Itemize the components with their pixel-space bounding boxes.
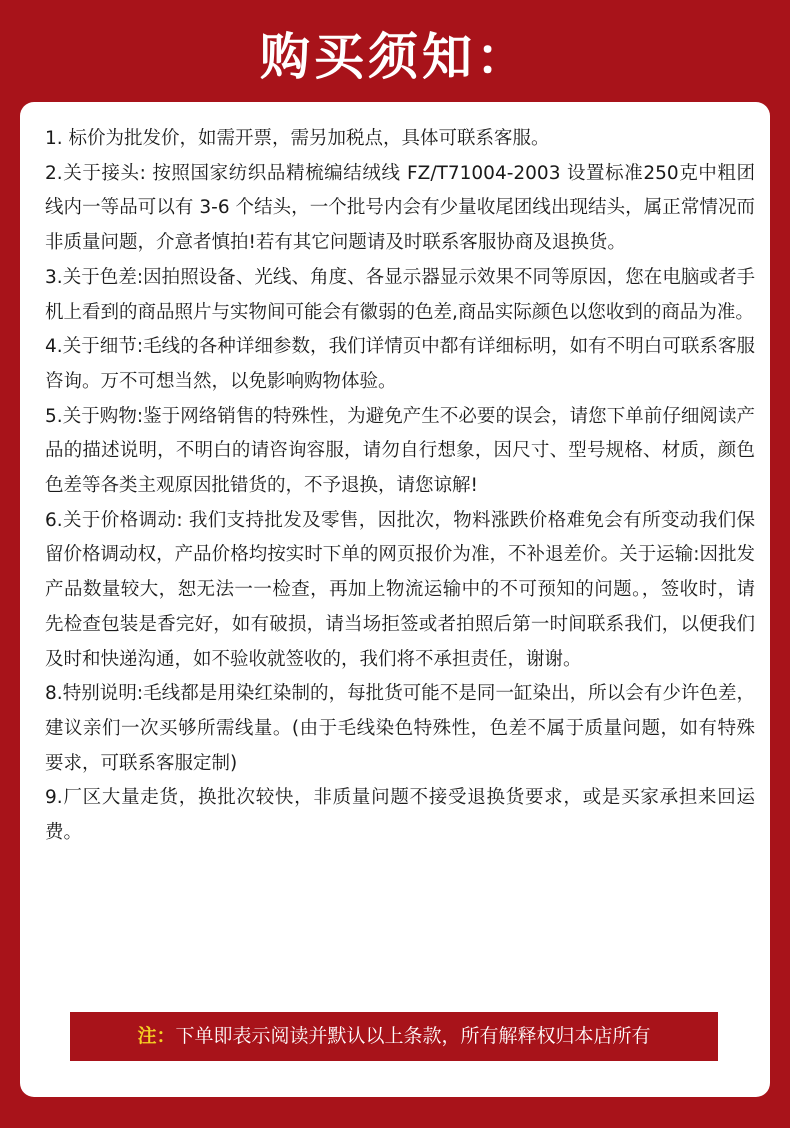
notice-item-shopping: 5.关于购物:鉴于网络销售的特殊性，为避免产生不必要的误会，请您下单前仔细阅读产品的描述说明，不明白的请咨询容服，请勿自行想象，因尺寸、型号规格、材质，颜色色差等各类主观原因批错货的，不予退换，请您谅解! xyxy=(45,405,755,497)
notice-item-price-shipping: 6.关于价格调动: 我们支持批发及零售，因批次，物料涨跌价格难免会有所变动我们保留价格调动权，产品价格均按实时下单的网页报价为准，不补退差价。关于运输:因批发产品数量较大，恕无法一一检查，再加上物流运输中的不可预知的问题。，签收时，请先检查包装是香完好，如有破损，请当场拒签或者拍照后第一时间联系我们，以便我们及时和快递沟通，如不验收就签收的，我们将不承担责任，谢谢。 xyxy=(45,509,755,670)
note-text: 下单即表示阅读并默认以上条款，所有解释权归本店所有 xyxy=(175,1025,651,1047)
notice-item-details: 4.关于细节:毛线的各种详细参数，我们详情页中都有详细标明，如有不明白可联系客服咨询。万不可想当然，以免影响购物体验。 xyxy=(45,336,755,392)
note-prefix: 注： xyxy=(137,1025,176,1047)
notice-list xyxy=(45,122,755,851)
page-title: 购买须知： xyxy=(260,28,530,86)
terms-note-banner xyxy=(70,1012,718,1061)
notice-card xyxy=(20,102,770,1097)
notice-item-invoice: 1. 标价为批发价，如需开票，需另加税点，具体可联系客服。 xyxy=(45,128,550,149)
notice-item-special: 8.特别说明:毛线都是用染红染制的，每批货可能不是同一缸染出，所以会有少许色差，建议亲们一次买够所需线量。(由于毛线染色特殊性，色差不属于质量问题，如有特殊要求，可联系客服定制) xyxy=(45,683,755,774)
notice-item-color-difference: 3.关于色差:因拍照设备、光线、角度、各显示器显示效果不同等原因，您在电脑或者手机上看到的商品照片与实物间可能会有徽弱的色差,商品实际颜色以您收到的商品为准。 xyxy=(45,266,755,323)
notice-item-returns: 9.厂区大量走货，换批次较快，非质量问题不接受退换货要求，或是买家承担来回运费。 xyxy=(45,787,755,844)
notice-item-joints: 2.关于接头: 按照国家纺织品精梳编结绒线 FZ/T71004-2003 设置标准250克中粗团线内一等品可以有 3-6 个结头，一个批号内会有少量收尾团线出现结头，属正常情况而非质量问题，介意者慎拍!若有其它问题请及时联系客服协商及退换货。 xyxy=(45,162,755,254)
